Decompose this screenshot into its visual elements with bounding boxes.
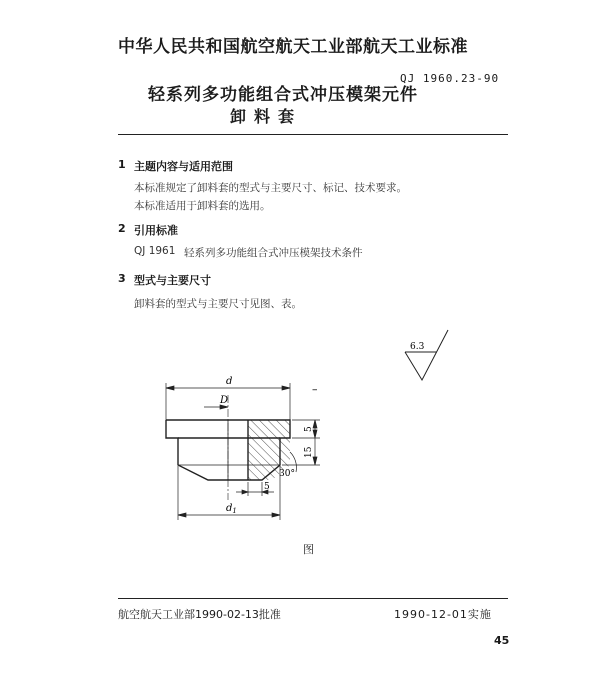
dimension-d1-main: d: [226, 503, 233, 514]
section-1-paragraph-1: 本标准规定了卸料套的型式与主要尺寸、标记、技术要求。: [134, 182, 407, 194]
dimension-height-5-label: 5: [304, 426, 314, 432]
section-1-number: 1: [118, 158, 126, 171]
section-1-paragraph-2: 本标准适用于卸料套的选用。: [134, 200, 271, 212]
section-2-title: 引用标准: [134, 224, 178, 237]
document-subtitle: 卸料套: [230, 107, 303, 126]
section-2-number: 2: [118, 222, 126, 235]
implementation-date: 1990-12-01实施: [394, 608, 492, 621]
figure-caption: 图: [303, 543, 314, 556]
section-1-title: 主题内容与适用范围: [134, 160, 233, 173]
reference-title: 轻系列多功能组合式冲压模架技术条件: [184, 247, 363, 259]
surface-roughness-symbol: [405, 330, 448, 380]
roughness-value: 6.3: [410, 342, 425, 352]
issuing-organization: 中华人民共和国航空航天工业部航天工业标准: [118, 37, 468, 57]
page-number: 45: [494, 634, 510, 647]
section-3-number: 3: [118, 272, 126, 285]
section-3-title: 型式与主要尺寸: [134, 274, 211, 287]
dimension-d1-label: [226, 503, 237, 515]
standard-number: QJ 1960.23-90: [400, 72, 500, 85]
document-title: 轻系列多功能组合式冲压模架元件: [148, 85, 418, 105]
dimension-bottom-5-label: 5: [264, 482, 270, 492]
section-3-paragraph-1: 卸料套的型式与主要尺寸见图、表。: [134, 298, 302, 310]
angle-label: 30°: [279, 469, 295, 479]
dimension-d1-subscript: 1: [232, 507, 237, 515]
footer-divider: [118, 598, 508, 599]
reference-code: QJ 1961: [134, 245, 176, 257]
dimension-height-15-label: 15: [304, 446, 314, 458]
drawing-mark: –: [312, 383, 318, 396]
dimension-d-label: d: [226, 376, 233, 387]
dimension-D-label: D: [220, 395, 229, 406]
approval-date: 航空航天工业部1990-02-13批准: [118, 608, 281, 621]
